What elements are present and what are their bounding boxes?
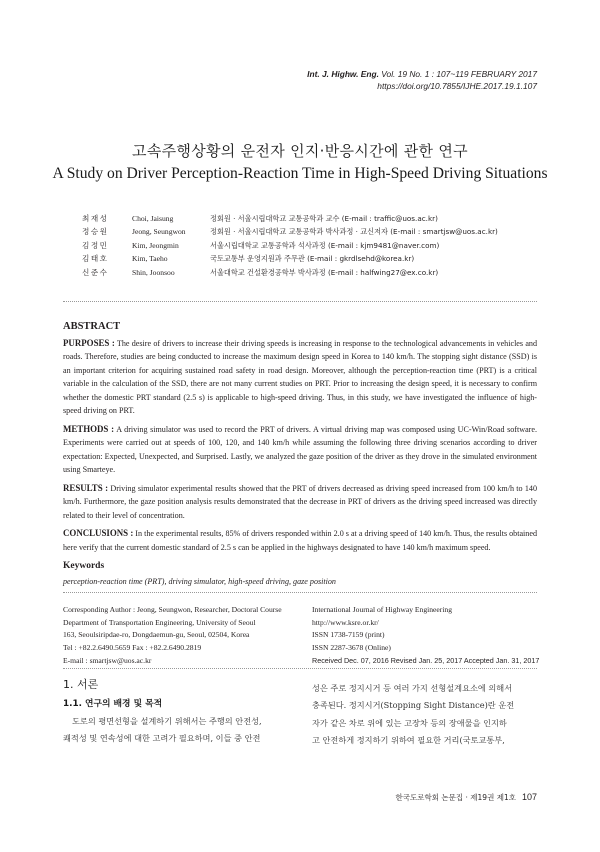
purposes-label: PURPOSES :	[63, 337, 115, 348]
page-number: 107	[521, 792, 537, 802]
results-label: RESULTS :	[63, 482, 109, 493]
journal-info-line: ISSN 2287-3678 (Online)	[312, 643, 391, 653]
body-paragraph	[63, 713, 284, 748]
author-name-english: Kim, Jeongmin	[132, 240, 179, 250]
divider	[63, 592, 537, 593]
author-name-english: Kim, Taeho	[132, 254, 168, 264]
author-affiliation: 정회원 · 서울시립대학교 교통공학과 교수 (E-mail : traffic@uos.ac.kr)	[210, 214, 438, 223]
author-name-korean: 김정민	[82, 240, 109, 250]
title-korean: 고속주행상황의 운전자 인지·반응시간에 관한 연구	[132, 142, 468, 160]
author-affiliation: 서울시립대학교 교통공학과 석사과정 (E-mail : kjm9481@naver.com)	[210, 240, 440, 250]
author-name-english: Shin, Joonsoo	[132, 267, 175, 277]
author-name-korean: 최재성	[82, 214, 109, 223]
corr-email[interactable]: E-mail : smartjsw@uos.ac.kr	[63, 655, 152, 665]
abstract	[63, 320, 537, 588]
subsection-heading: 1.1. 연구의 배경 및 목적	[63, 699, 163, 709]
body-column-right	[312, 680, 537, 749]
author-affiliation: 서울대학교 건설환경공학부 박사과정 (E-mail : halfwing27@ex.co.kr)	[210, 267, 439, 277]
author-name-korean: 정승원	[82, 227, 109, 237]
corr-line: Department of Transportation Engineering, University of Seoul	[63, 617, 256, 627]
corr-line: 163, Seoulsiripdae-ro, Dongdaemun-gu, Seoul, 02504, Korea	[63, 630, 250, 640]
body-line: 쾌적성 및 연속성에 대한 고려가 필요하며, 이들 중 안전	[63, 733, 261, 744]
journal-url[interactable]: http://www.ksre.or.kr/	[312, 617, 379, 627]
journal-volume: Vol. 19 No. 1 : 107~119 FEBRUARY 2017	[378, 69, 537, 79]
author-affiliation: 정회원 · 서울시립대학교 교통공학과 박사과정 · 교신저자 (E-mail : smartjsw@uos.ac.kr)	[210, 227, 498, 237]
abstract-conclusions	[63, 527, 537, 554]
title-english: A Study on Driver Perception-Reaction Time in High-Speed Driving Situations	[52, 165, 548, 182]
body-column-left	[63, 676, 284, 748]
body-line: 고 안전하게 정지하기 위하여 필요한 거리(국토교통부,	[312, 734, 505, 745]
journal-info-line: International Journal of Highway Engineering	[312, 605, 453, 614]
abstract-heading: ABSTRACT	[63, 321, 121, 332]
author-name-korean: 김태호	[82, 254, 109, 264]
received-dates: Received Dec. 07, 2016 Revised Jan. 25, 2017 Accepted Jan. 31, 2017	[312, 655, 540, 665]
section-heading: 1. 서론	[63, 678, 99, 691]
corresponding-author-block	[63, 604, 282, 668]
divider	[63, 301, 537, 302]
author-name-english: Choi, Jaisung	[132, 214, 174, 223]
keywords: perception-reaction time (PRT), driving simulator, high-speed driving, gaze position	[63, 576, 336, 586]
author-affiliation: 국토교통부 운영지원과 주무관 (E-mail : gkrdlsehd@korea.kr)	[210, 254, 415, 264]
doi-link[interactable]: https://doi.org/10.7855/IJHE.2017.19.1.107	[377, 81, 537, 91]
results-text: Driving simulator experimental results showed that the PRT of drivers decreased as driving speed increased from 100 km/h to 140 km/h. Furthermore, the gaze position analysis results demonstrated that the decrease in PRT of drivers as the driving speed increased was directly related to their level of concentration.	[63, 483, 537, 520]
body-line: 자가 같은 차로 위에 있는 고장차 등의 장애물을 인지하	[312, 717, 507, 728]
abstract-purposes	[63, 337, 537, 418]
body-line: 성은 주로 정지시거 등 여러 가지 선형설계요소에 의해서	[312, 683, 513, 693]
journal-info-block	[312, 604, 539, 668]
body-line: 충족된다. 정지시거(Stopping Sight Distance)란 운전	[312, 700, 515, 711]
corr-line: Tel : +82.2.6490.5659 Fax : +82.2.6490.2819	[63, 643, 202, 653]
page-footer	[396, 792, 537, 803]
abstract-methods	[63, 423, 537, 477]
journal-info-line: ISSN 1738-7159 (print)	[312, 630, 385, 640]
body-line: 도로의 평면선형을 설계하기 위해서는 주행의 안전성,	[72, 716, 262, 726]
body-paragraph	[312, 680, 537, 749]
conclusions-text: In the experimental results, 85% of drivers responded within 2.0 s at a driving speed of 140 km/h. Thus, the results obtained here verify that the current domestic standard of 2.5 s can be applied in the highways designated to have 140 km/h maximum speed.	[63, 529, 537, 552]
abstract-results	[63, 482, 537, 523]
methods-label: METHODS :	[63, 423, 115, 434]
journal-abbrev: Int. J. Highw. Eng.	[307, 69, 379, 79]
journal-citation	[307, 68, 537, 80]
keywords-heading: Keywords	[63, 561, 105, 571]
corr-line: Corresponding Author : Jeong, Seungwon, Researcher, Doctoral Course	[63, 605, 282, 614]
conclusions-label: CONCLUSIONS :	[63, 528, 134, 538]
author-name-english: Jeong, Seungwon	[132, 227, 186, 237]
author-name-korean: 신준수	[82, 267, 109, 277]
purposes-text: The desire of drivers to increase their driving speeds is increasing in response to the technological advancements in vehicles and roads. Therefore, studies are being conducted to increase the maximum design speed in Korea to 140 km/h. The stopping sight distance (SSD) is an important criterion for acquiring sustained road safety in road design. Moreover, although the perception-reaction time (PRT) is a critical variable in the calculation of the SSD, there are not many current studies on PRT. Prior to increasing the design speed, it is necessary to confirm whether the domestic PRT standard (2.5 s) is applicable to high-speed driving. Thus, in this study, we have investigated the influence of high-speed driving on PRT.	[63, 338, 538, 415]
journal-header	[307, 68, 537, 92]
divider	[63, 668, 537, 669]
methods-text: A driving simulator was used to record the PRT of drivers. A virtual driving map was composed using UC-Win/Road software. Experiments were carried out at speeds of 100, 120, and 140 km/h while assuming the following three driving scenarios according to driver expectation: Expected, Unexpected, and Surprised. Lastly, we analyzed the gaze position of the driver as they drove in the simulated environment using Smarteye.	[63, 424, 537, 474]
footer-journal-issue: 한국도로학회 논문집 · 제19권 제1호	[395, 793, 516, 802]
